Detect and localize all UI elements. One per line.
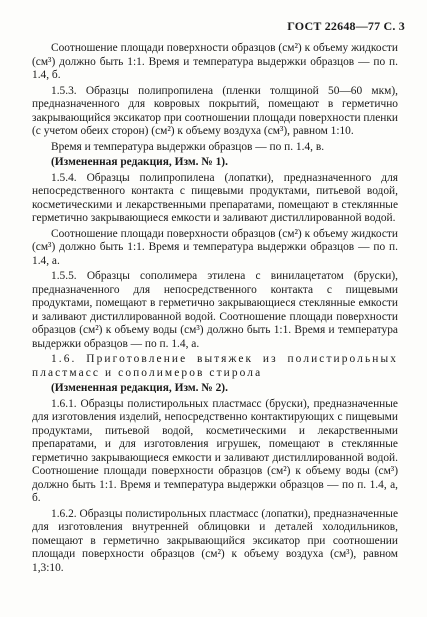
- amendment-note: (Измененная редакция, Изм. № 2).: [51, 382, 228, 394]
- document-body: [32, 42, 398, 577]
- paragraph: 1.5.5. Образцы сополимера этилена с винилацетатом (бруски), предназначенного для непосредственного контакта с пищевыми продуктами, помещают в герметично закрывающиеся стеклянные емкости и заливают дистиллированной водой. Соотношение площади поверхности образцов (см²) к объему воды (см³) должно быть 1:1. Время и температура выдержки образцов — по п. 1.4, а.: [32, 270, 398, 350]
- paragraph: 1.6.1. Образцы полистирольных пластмасс (бруски), предназначенные для изготовления изделий, непосредственно контактирующих с пищевыми продуктами, питьевой водой, косметическими и лекарственными препаратами, и для изготовления игрушек, помещают в стеклянные герметично закрывающиеся емкости и заливают дистиллированной водой. Соотношение площади поверхности образцов (см²) к объему воды (см³) должно быть 1:1. Время и температура выдержки образцов — по п. 1.4, а, б.: [32, 397, 398, 504]
- paragraph: Время и температура выдержки образцов — по п. 1.4, в.: [51, 140, 325, 153]
- paragraph: Соотношение площади поверхности образцов (см²) к объему жидкости (см³) должно быть 1:1. Время и температура выдержки образцов — по п. 1.4, б.: [32, 42, 398, 81]
- amendment-note: (Измененная редакция, Изм. № 1).: [51, 156, 228, 168]
- paragraph: 1.5.4. Образцы полипропилена (лопатки), предназначенного для непосредственного контакта с пищевыми продуктами, питьевой водой, косметическими и лекарственными препаратами, помещают в стеклянные герметично закрывающиеся емкости и заливают дистиллированной водой.: [32, 171, 398, 224]
- page-header: ГОСТ 22648—77 С. 3: [287, 19, 405, 33]
- paragraph: 1.5.3. Образцы полипропилена (пленки толщиной 50—60 мкм), предназначенного для ковровых покрытий, помещают в герметично закрывающийся эксикатор при соотношении площади поверхности пленки (с учетом обеих сторон) (см²) к объему воздуха (см³), равном 1:10.: [32, 84, 398, 137]
- paragraph: Соотношение площади поверхности образцов (см²) к объему жидкости (см³) должно быть 1:1. Время и температура выдержки образцов — по п. 1.4, а.: [32, 227, 398, 267]
- section-heading: 1.6. Приготовление вытяжек из полистирольных пластмасс и сополимеров стирола: [32, 353, 398, 379]
- paragraph: 1.6.2. Образцы полистирольных пластмасс (лопатки), предназначенные для изготовления внутренней облицовки и деталей холодильников, помещают в герметично закрывающийся эксикатор при соотношении площади поверхности образцов (см²) к объему воздуха (см³), равном 1,3:10.: [32, 507, 398, 574]
